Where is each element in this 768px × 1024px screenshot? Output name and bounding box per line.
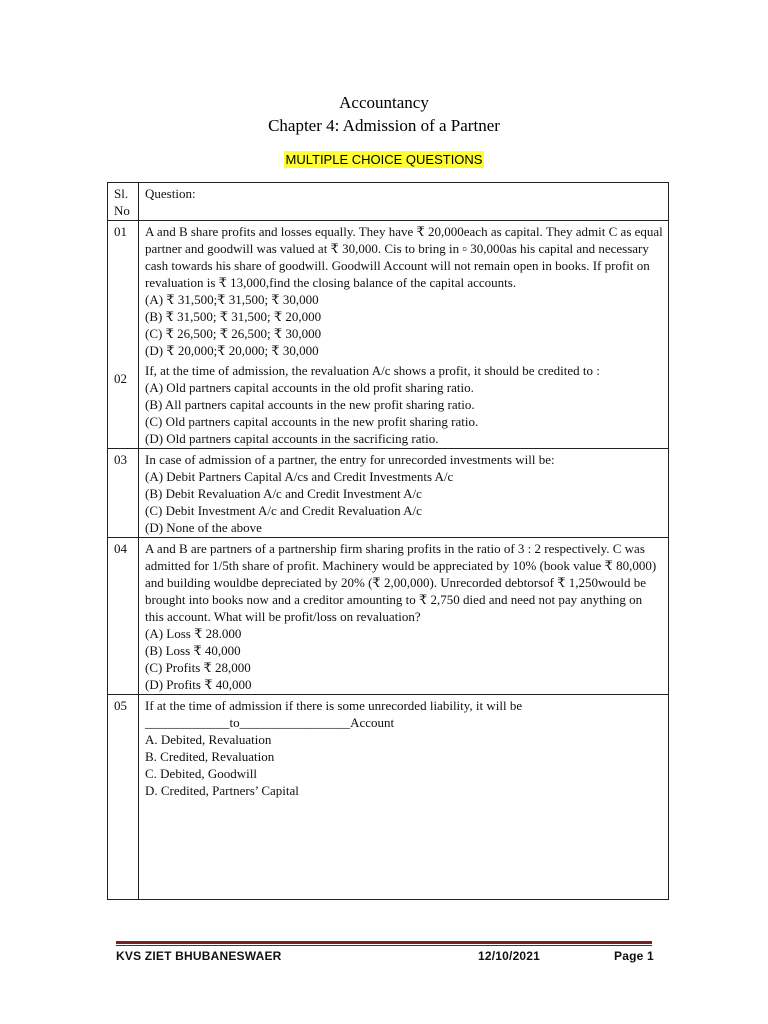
option-a: (A) Debit Partners Capital A/cs and Credit Investments A/c: [145, 469, 454, 484]
question-row: [108, 221, 669, 361]
option-a: A. Debited, Revaluation: [145, 732, 272, 747]
document-subject: Accountancy: [339, 93, 429, 112]
footer-rule-thin: [116, 945, 652, 946]
question-number: 04: [108, 538, 139, 695]
option-b: (B) All partners capital accounts in the new profit sharing ratio.: [145, 397, 475, 412]
section-heading-wrap: [0, 151, 768, 169]
option-list: [145, 468, 663, 536]
option-b: (B) Loss ₹ 40,000: [145, 643, 241, 658]
option-c: (C) Profits ₹ 28,000: [145, 660, 251, 675]
question-cell: [139, 449, 669, 538]
question-number: [108, 360, 139, 449]
question-text: If at the time of admission if there is some unrecorded liability, it will be _____________to_________________Account: [145, 698, 523, 730]
question-cell: [139, 360, 669, 449]
question-number: 05: [108, 695, 139, 900]
table-header-row: [108, 183, 669, 221]
question-row: [108, 538, 669, 695]
question-text: A and B are partners of a partnership firm sharing profits in the ratio of 3 : 2 respectively. C was admitted for 1/5th share of profit. Machinery would be appreciated by 10% (book value ₹ 80,000) and building wouldbe depreciated by 20% (₹ 2,00,000). Unrecorded debtorsof ₹ 1,250would be brought into books now and a creditor amounting to ₹ 2,750 died and need not pay anything on this account. What will be profit/loss on revaluation?: [145, 541, 657, 624]
option-d: (D) Profits ₹ 40,000: [145, 677, 252, 692]
section-heading: MULTIPLE CHOICE QUESTIONS: [285, 152, 483, 167]
option-b: (B) Debit Revaluation A/c and Credit Investment A/c: [145, 486, 422, 501]
option-d: D. Credited, Partners’ Capital: [145, 783, 299, 798]
option-b: B. Credited, Revaluation: [145, 749, 275, 764]
footer-page-number: Page 1: [614, 949, 654, 963]
option-d: (D) ₹ 20,000;₹ 20,000; ₹ 30,000: [145, 343, 319, 358]
question-cell: [139, 221, 669, 361]
footer-date: 12/10/2021: [478, 949, 541, 963]
option-a: (A) Old partners capital accounts in the old profit sharing ratio.: [145, 380, 474, 395]
footer-rule-thick: [116, 941, 652, 944]
question-row: [108, 695, 669, 900]
questions-table: [107, 182, 669, 900]
question-cell: [139, 695, 669, 900]
chapter-title: Chapter 4: Admission of a Partner: [268, 116, 500, 135]
option-c: (C) Debit Investment A/c and Credit Revaluation A/c: [145, 503, 422, 518]
question-row: [108, 449, 669, 538]
column-header-sl-no: Sl. No: [108, 183, 139, 221]
footer-school: KVS ZIET BHUBANESWAER: [116, 949, 282, 963]
option-list: [145, 291, 663, 359]
question-text: In case of admission of a partner, the entry for unrecorded investments will be:: [145, 452, 555, 467]
question-cell: [139, 538, 669, 695]
option-b: (B) ₹ 31,500; ₹ 31,500; ₹ 20,000: [145, 309, 322, 324]
option-a: (A) Loss ₹ 28.000: [145, 626, 242, 641]
question-row: [108, 360, 669, 449]
option-d: (D) None of the above: [145, 520, 262, 535]
option-list: [145, 625, 663, 693]
question-text: If, at the time of admission, the revaluation A/c shows a profit, it should be credited to :: [145, 363, 600, 378]
option-list: [145, 379, 663, 447]
option-list: [145, 731, 663, 799]
column-header-question: Question:: [139, 183, 669, 221]
question-number: 01: [108, 221, 139, 361]
question-number-text: 02: [114, 371, 127, 386]
option-a: (A) ₹ 31,500;₹ 31,500; ₹ 30,000: [145, 292, 319, 307]
option-c: (C) Old partners capital accounts in the new profit sharing ratio.: [145, 414, 479, 429]
question-text: A and B share profits and losses equally. They have ₹ 20,000each as capital. They admit C as equal partner and goodwill was valued at ₹ 30,000. Cis to bring in ▫ 30,000as his capital and necessary cash towards his share of goodwill. Goodwill Account will not remain open in books. If profit on revaluation is ₹ 13,000,find the closing balance of the capital accounts.: [145, 224, 663, 290]
option-c: (C) ₹ 26,500; ₹ 26,500; ₹ 30,000: [145, 326, 322, 341]
option-c: C. Debited, Goodwill: [145, 766, 257, 781]
option-d: (D) Old partners capital accounts in the sacrificing ratio.: [145, 431, 439, 446]
question-number: 03: [108, 449, 139, 538]
